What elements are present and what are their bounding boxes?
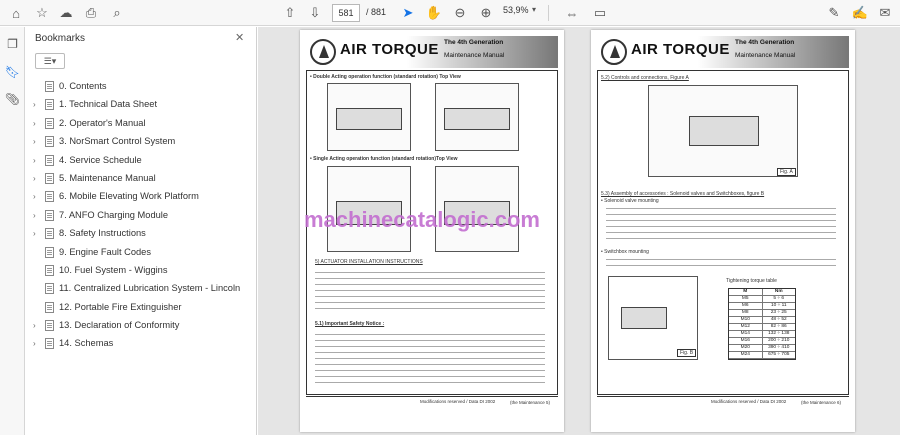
torque-value-cell: 82 ÷ 86: [770, 324, 787, 329]
page-header: [306, 36, 558, 68]
pen-icon[interactable]: ✎: [828, 5, 840, 20]
content-frame: [597, 70, 849, 395]
brand-title: AIR TORQUE: [340, 41, 439, 58]
sign-icon[interactable]: ✍: [851, 5, 869, 20]
heading-single-acting: • Single Acting operation function (standard rotation)Top View: [310, 156, 458, 162]
torque-table-row: [729, 338, 795, 345]
figure-a-label: Fig. A: [777, 168, 796, 176]
zoom-dropdown-icon[interactable]: ▾: [532, 5, 537, 14]
switchbox-text: [606, 256, 836, 268]
zoom-level[interactable]: 53,9%: [503, 5, 529, 15]
scroll-down-icon[interactable]: ⇩: [309, 5, 321, 20]
thread-size-cell: M20: [729, 345, 763, 351]
thread-size-cell: M8: [729, 310, 763, 316]
air-torque-logo-icon: [310, 39, 336, 65]
bookmark-label: 10. Fuel System - Wiggins: [59, 264, 168, 275]
bookmark-item[interactable]: [25, 245, 257, 263]
torque-table-header: [729, 289, 795, 296]
footer-divider: [597, 396, 849, 397]
torque-value-cell: 200 ÷ 210: [768, 338, 790, 343]
bookmark-label: 1. Technical Data Sheet: [59, 99, 158, 110]
chevron-right-icon[interactable]: ›: [33, 137, 36, 147]
solenoid-heading: • Solenoid valve mounting: [601, 198, 659, 204]
bookmark-page-icon: [45, 338, 54, 349]
bookmark-item[interactable]: [25, 171, 257, 189]
diagram-double-acting-a: [327, 83, 411, 151]
chevron-right-icon[interactable]: ›: [33, 173, 36, 183]
bookmark-page-icon: [45, 155, 54, 166]
figure-b-label: Fig. B: [677, 349, 696, 357]
home-icon[interactable]: ⌂: [12, 5, 20, 21]
bookmark-label: 14. Schemas: [59, 338, 114, 349]
bookmark-label: 3. NorSmart Control System: [59, 136, 176, 147]
torque-table-row: [729, 303, 795, 310]
bookmark-label: 6. Mobile Elevating Work Platform: [59, 191, 199, 202]
thread-size-cell: M5: [729, 296, 763, 302]
email-icon[interactable]: ✉: [879, 5, 891, 20]
document-page-right: [591, 30, 855, 432]
torque-value-cell: 390 ÷ 410: [768, 345, 790, 350]
bookmark-item[interactable]: [25, 318, 257, 336]
generation-label: The 4th Generation: [735, 39, 795, 46]
comment-icon[interactable]: ▭: [593, 5, 607, 20]
bookmark-item[interactable]: [25, 134, 257, 152]
torque-table: [728, 288, 796, 360]
fit-page-icon[interactable]: ⇔: [565, 5, 579, 21]
bookmark-label: 12. Portable Fire Extinguisher: [59, 301, 182, 312]
bookmark-label: 9. Engine Fault Codes: [59, 246, 151, 257]
section-5-heading: 5) ACTUATOR INSTALLATION INSTRUCTIONS: [315, 259, 423, 265]
bookmark-item[interactable]: [25, 97, 257, 115]
bookmark-page-icon: [45, 228, 54, 239]
bookmark-label: 0. Contents: [59, 81, 107, 91]
bookmark-item[interactable]: [25, 336, 257, 354]
thread-size-cell: M14: [729, 331, 763, 337]
bookmark-item[interactable]: [25, 226, 257, 244]
torque-value-cell: 132 ÷ 138: [768, 331, 790, 336]
zoom-out-icon[interactable]: ⊖: [454, 5, 466, 20]
manual-subtitle: Maintenance Manual: [735, 52, 796, 59]
hand-icon[interactable]: ✋: [425, 5, 443, 20]
bookmark-page-icon: [45, 118, 54, 129]
bookmark-label: 13. Declaration of Conformity: [59, 320, 180, 331]
thread-size-cell: M12: [729, 324, 763, 330]
brand-title: AIR TORQUE: [631, 41, 730, 58]
footer-right: (the Maintenance 6): [801, 400, 842, 405]
safety-notice-heading: 5.1) Important Safety Notice :: [315, 321, 385, 327]
bookmark-item[interactable]: [25, 263, 257, 281]
chevron-right-icon[interactable]: ›: [33, 100, 36, 110]
search-icon[interactable]: ⌕: [113, 5, 121, 20]
page-number-input[interactable]: 581: [332, 4, 360, 22]
options-button[interactable]: ☰▾: [35, 53, 65, 69]
upload-icon[interactable]: ☁: [59, 5, 73, 20]
bookmark-label: 7. ANFO Charging Module: [59, 209, 169, 220]
attachment-icon[interactable]: 📎︎: [4, 91, 21, 106]
figure-b: [608, 276, 698, 360]
section-5-3-heading: 5.3) Assembly of accessories : Solenoid valves and Switchboxes, figure B: [601, 191, 765, 197]
bookmark-page-icon: [45, 99, 54, 110]
bookmark-item[interactable]: [25, 300, 257, 318]
bookmark-label: 2. Operator's Manual: [59, 117, 146, 128]
bookmark-page-icon: [45, 265, 54, 276]
chevron-right-icon[interactable]: ›: [33, 155, 36, 165]
torque-value-cell: 5 ÷ 6: [773, 296, 785, 301]
bookmark-page-icon: [45, 320, 54, 331]
chevron-right-icon[interactable]: ›: [33, 118, 36, 128]
bookmark-page-icon: [45, 81, 54, 92]
bookmark-page-icon: [45, 191, 54, 202]
footer-left: Modifications reserved / Data DI 2002: [420, 399, 496, 404]
divider: [548, 5, 549, 21]
close-icon[interactable]: ✕: [235, 32, 245, 44]
chevron-right-icon[interactable]: ›: [33, 210, 36, 220]
torque-table-row: [729, 296, 795, 303]
bookmark-label: 11. Centralized Lubrication System - Lincoln: [59, 283, 241, 294]
air-torque-logo-icon: [601, 39, 627, 65]
bookmarks-panel: [25, 27, 257, 435]
panel-title: Bookmarks: [35, 33, 86, 44]
torque-table-row: [729, 317, 795, 324]
page-header: [597, 36, 849, 68]
chevron-right-icon[interactable]: ›: [33, 321, 36, 331]
figure-a: [648, 85, 798, 177]
select-cursor-icon[interactable]: ➤: [402, 5, 414, 20]
bookmark-item[interactable]: [25, 189, 257, 207]
toolbar: [0, 0, 900, 26]
diagram-double-acting-b: [435, 83, 519, 151]
bookmark-icon[interactable]: 🔖︎: [4, 64, 21, 79]
torque-table-row: [729, 310, 795, 317]
chevron-right-icon[interactable]: ›: [33, 339, 36, 349]
heading-double-acting: • Double Acting operation function (standard rotation) Top View: [310, 74, 461, 80]
bookmark-page-icon: [45, 136, 54, 147]
thread-size-cell: M6: [729, 303, 763, 309]
bookmark-item[interactable]: [25, 153, 257, 171]
star-icon[interactable]: ☆: [36, 5, 48, 20]
bookmark-page-icon: [45, 173, 54, 184]
bookmark-item[interactable]: [25, 208, 257, 226]
bookmark-label: 8. Safety Instructions: [59, 228, 146, 239]
scroll-up-icon[interactable]: ⇧: [284, 5, 296, 20]
footer-divider: [306, 396, 558, 397]
thread-size-cell: M10: [729, 317, 763, 323]
section-5-2-heading: 5.2) Controls and connections, Figure A: [601, 75, 689, 81]
page-total: / 881: [366, 7, 387, 17]
thread-size-cell: M: [729, 289, 763, 295]
bookmark-page-icon: [45, 247, 54, 258]
watermark-text: machinecatalogic.com: [304, 207, 540, 232]
torque-value-cell: Nm: [774, 289, 783, 294]
bookmark-label: 5. Maintenance Manual: [59, 172, 156, 183]
torque-table-row: [729, 331, 795, 338]
generation-label: The 4th Generation: [444, 39, 504, 46]
left-rail: [0, 27, 25, 435]
solenoid-text: [606, 205, 836, 241]
zoom-in-icon[interactable]: ⊕: [480, 5, 492, 20]
bookmark-page-icon: [45, 283, 54, 294]
print-icon[interactable]: ⎙: [85, 5, 97, 20]
bookmark-page-icon: [45, 302, 54, 313]
footer-left: Modifications reserved / Data DI 2002: [711, 399, 787, 404]
chevron-right-icon[interactable]: ›: [33, 229, 36, 239]
torque-value-cell: 675 ÷ 705: [768, 352, 790, 357]
manual-subtitle: Maintenance Manual: [444, 52, 505, 59]
torque-table-row: [729, 352, 795, 359]
thread-size-cell: M24: [729, 352, 763, 358]
bookmark-label: 4. Service Schedule: [59, 154, 142, 165]
switchbox-heading: • Switchbox mounting: [601, 249, 649, 255]
bookmark-item[interactable]: [25, 281, 257, 299]
torque-value-cell: 10 ÷ 11: [770, 303, 787, 308]
bookmark-item[interactable]: [25, 79, 257, 97]
chevron-right-icon[interactable]: ›: [33, 192, 36, 202]
torque-table-title: Tightening torque table: [726, 278, 777, 284]
bookmark-list: [25, 79, 257, 355]
pages-icon[interactable]: ❐: [7, 36, 18, 51]
torque-value-cell: 48 ÷ 52: [770, 317, 787, 322]
bookmark-page-icon: [45, 210, 54, 221]
safety-notice-text: [315, 331, 545, 387]
torque-table-row: [729, 345, 795, 352]
footer-right: (the Maintenance 5): [510, 400, 551, 405]
installation-text: [315, 269, 545, 309]
bookmark-item[interactable]: [25, 116, 257, 134]
torque-table-row: [729, 324, 795, 331]
thread-size-cell: M16: [729, 338, 763, 344]
torque-value-cell: 23 ÷ 25: [770, 310, 787, 315]
